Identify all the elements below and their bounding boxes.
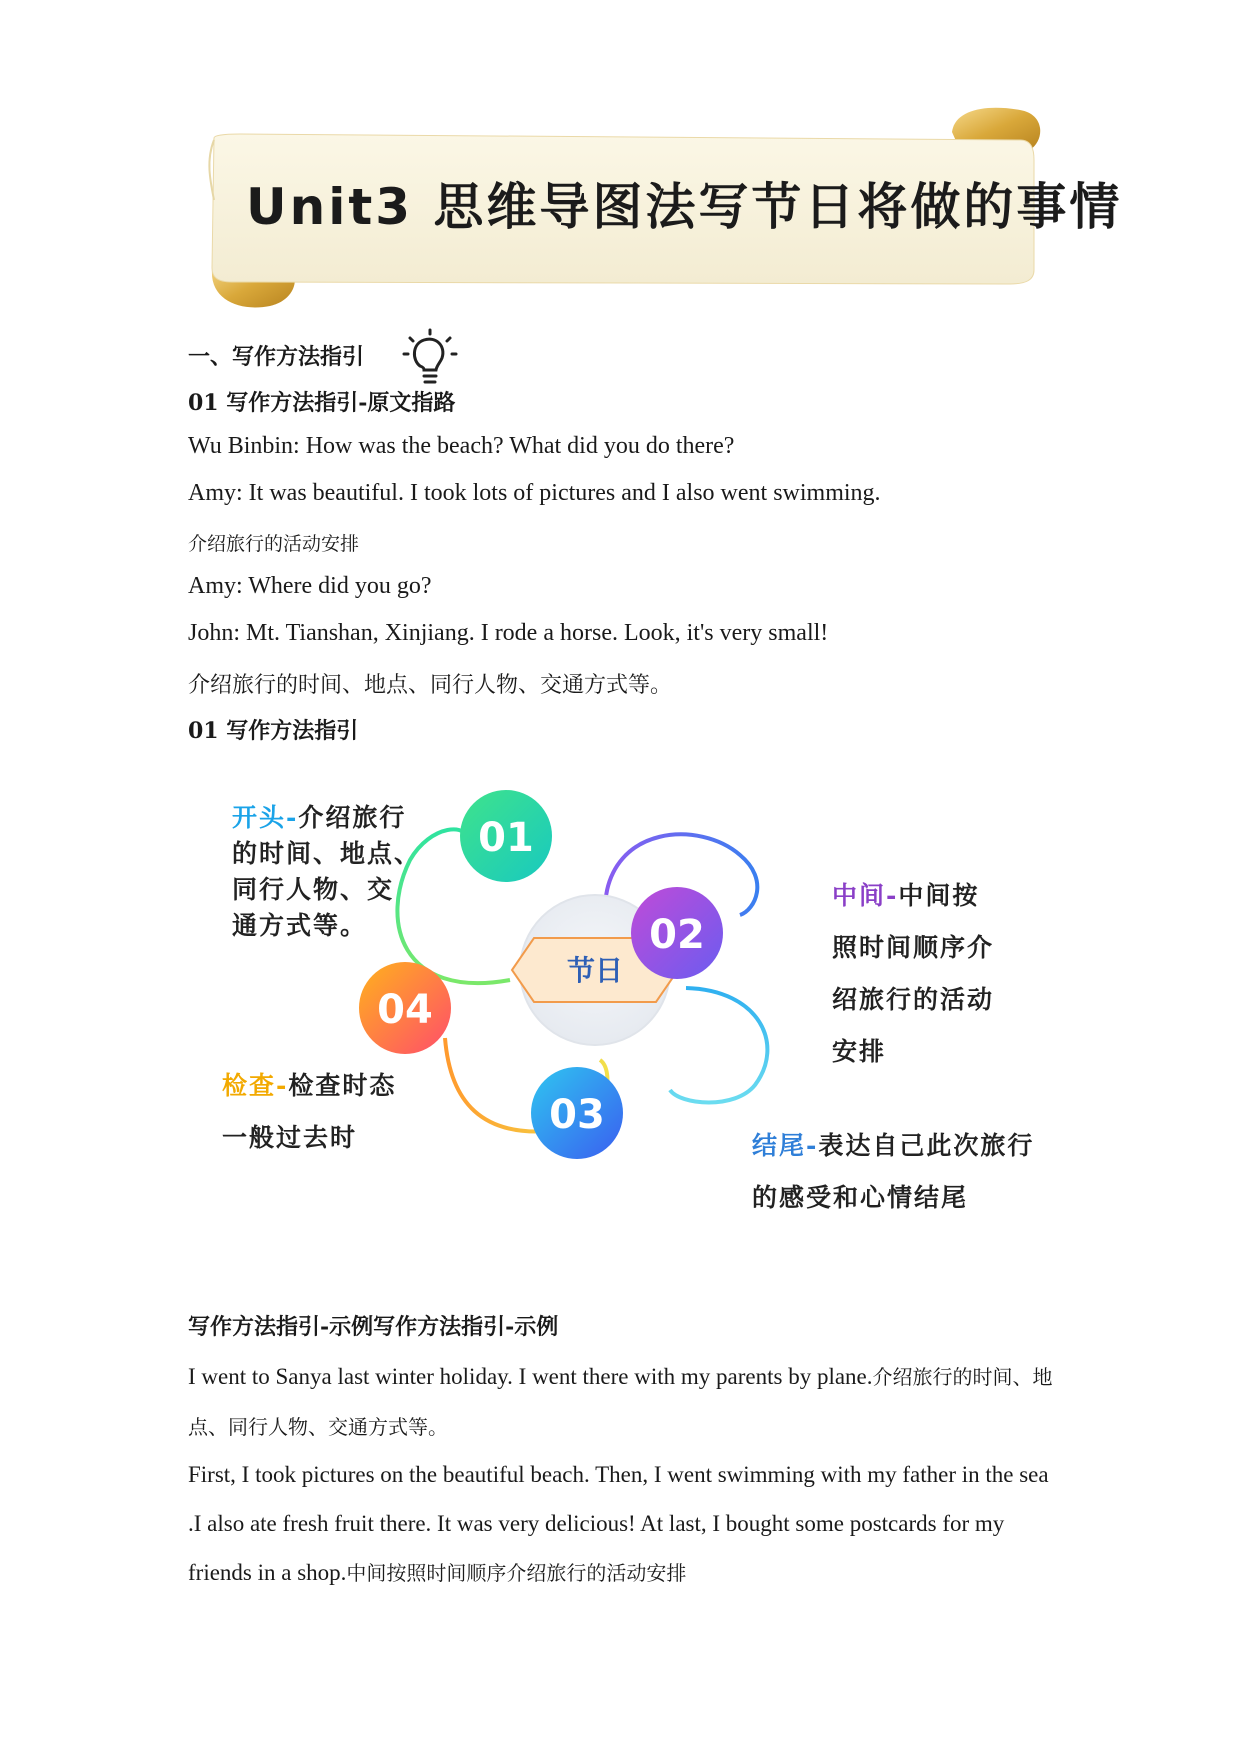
center-label: 节日 — [566, 954, 624, 987]
node-text-middle: 中间-中间按 照时间顺序介 绍旅行的活动 安排 — [832, 881, 995, 1066]
section-heading: 一、写作方法指引 — [188, 344, 365, 370]
example-paragraph-1: I went to Sanya last winter holiday. I went there with my parents by plane.介绍旅行的时间、地点、同行人物、交通方式等。 — [188, 1364, 1053, 1439]
node-number: 01 — [478, 815, 534, 861]
subheading-method: 01 写作方法指引 — [188, 718, 359, 744]
title-banner — [0, 0, 1241, 320]
dialogue-line: Amy: Where did you go? — [188, 573, 432, 599]
annotation-note: 介绍旅行的活动安排 — [188, 533, 360, 555]
subheading-example: 写作方法指引-示例写作方法指引-示例 — [188, 1314, 559, 1340]
dialogue-line: Amy: It was beautiful. I took lots of pictures and I also went swimming. — [188, 480, 881, 506]
node-text-ending: 结尾-表达自己此次旅行 的感受和心情结尾 — [752, 1131, 1035, 1212]
mind-map — [180, 770, 1080, 1230]
page-title: Unit3 思维导图法写节日将做的事情 — [246, 178, 1123, 236]
example-paragraph-2: First, I took pictures on the beautiful beach. Then, I went swimming with my father in the sea .I also ate fresh fruit there. It was very delicious! At last, I bought some postcards for my friends in a shop.中间按照时间顺序介绍旅行的活动安排 — [188, 1462, 1049, 1585]
node-text-opening: 开头-介绍旅行 的时间、地点、 同行人物、交 通方式等。 — [232, 803, 422, 940]
lightbulb-icon — [404, 330, 456, 392]
node-number: 04 — [377, 987, 433, 1033]
node-number: 02 — [649, 912, 705, 958]
annotation-note: 介绍旅行的时间、地点、同行人物、交通方式等。 — [188, 673, 673, 698]
subheading-original-text: 01 写作方法指引-原文指路 — [188, 390, 456, 416]
node-text-check: 检查-检查时态 一般过去时 — [222, 1071, 397, 1152]
dialogue-line: Wu Binbin: How was the beach? What did you do there? — [188, 433, 735, 459]
node-number: 03 — [549, 1092, 605, 1138]
dialogue-line: John: Mt. Tianshan, Xinjiang. I rode a horse. Look, it's very small! — [188, 620, 829, 646]
